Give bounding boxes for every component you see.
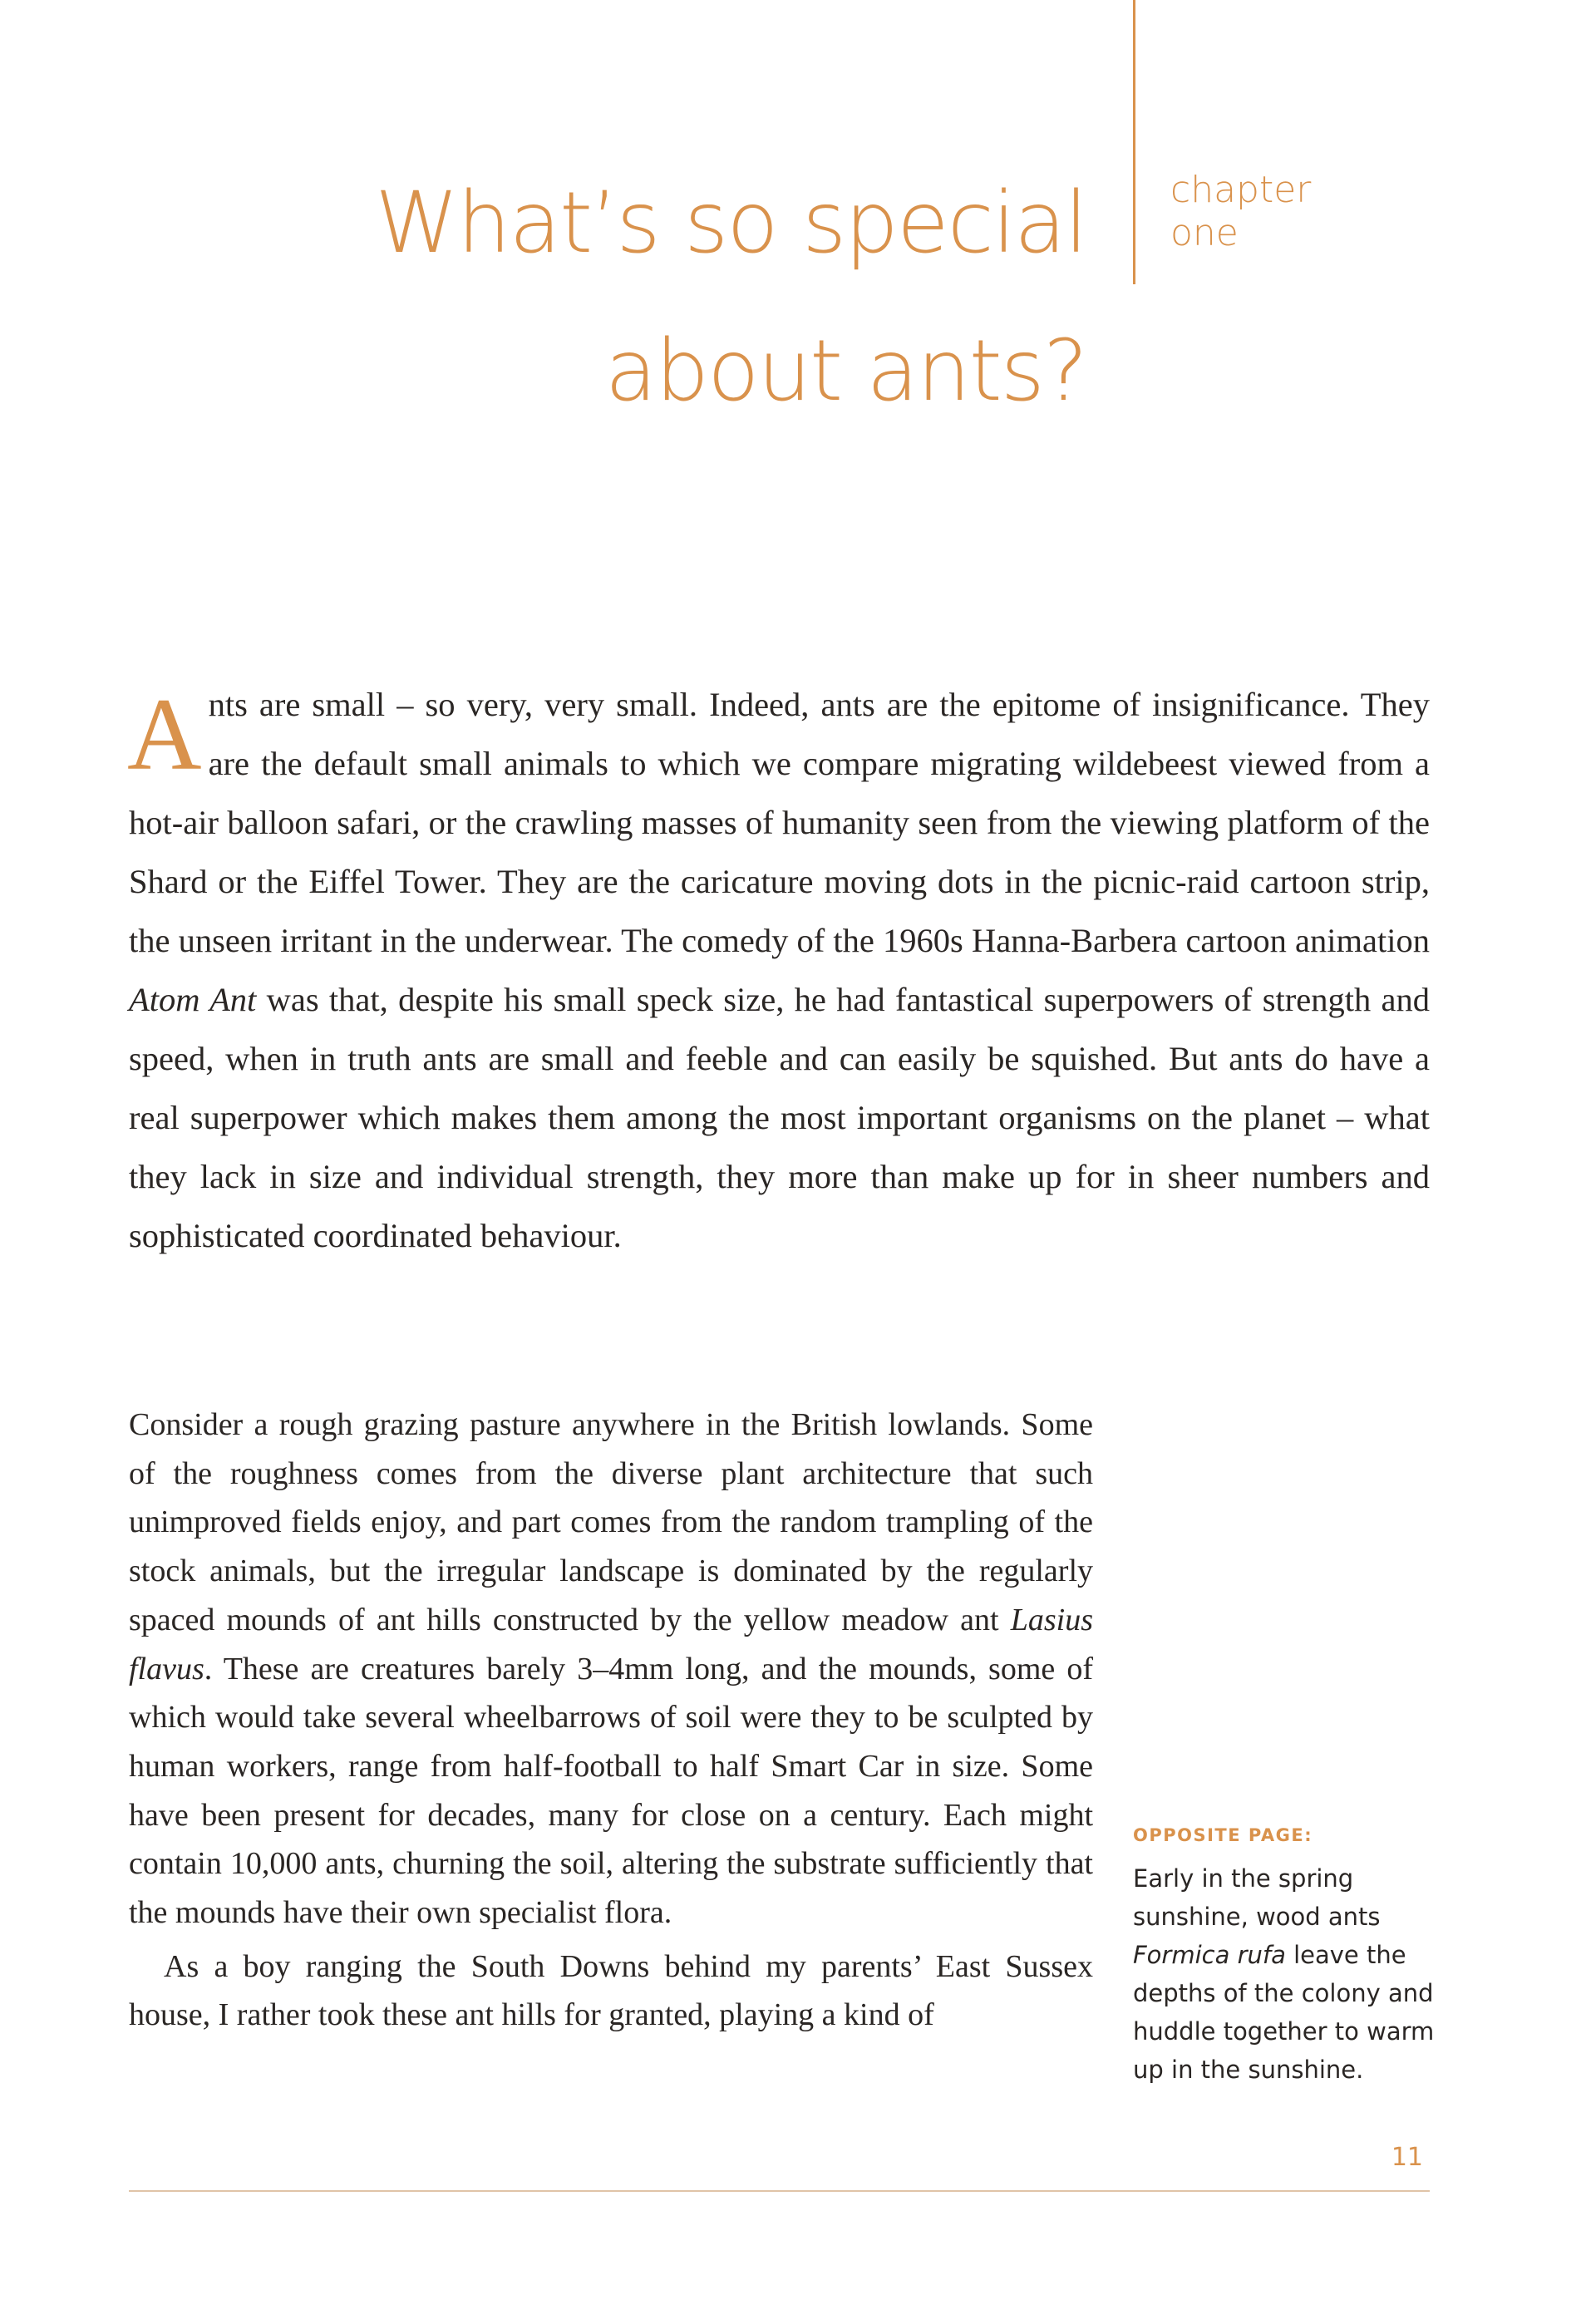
body-column <box>129 1401 1093 2040</box>
chapter-title <box>338 150 1086 446</box>
caption-text <box>1133 1859 1441 2089</box>
chapter-title-line-2: about ants? <box>604 322 1086 421</box>
body-p1-part-1: Consider a rough grazing pasture anywhere in the British lowlands. Some of the roughness comes from the diverse plant architecture that such unimproved fields enjoy, and part comes from the random trampling of the stock animals, but the irregular landscape is dominated by the regularly spaced mounds of ant hills constructed by the yellow meadow ant <box>129 1407 1093 1637</box>
photo-caption <box>1133 1816 1441 2089</box>
body-p1-part-2: . These are creatures barely 3–4mm long, and the mounds, some of which would take several wheelbarrows of soil were they to be sculpted by human workers, range from half-football to half Smart Car in size. Some have been present for decades, many for close on a century. Each might contain 10,000 ants, churning the soil, altering the substrate sufficiently that the mounds have their own specialist flora. <box>129 1651 1093 1931</box>
body-paragraph-2: As a boy ranging the South Downs behind my parents’ East Sussex house, I rather took these ant hills for granted, playing a kind of <box>129 1948 1093 2033</box>
caption-text-part-1: Early in the spring sunshine, wood ants <box>1133 1864 1381 1931</box>
caption-species-name: Formica rufa <box>1133 1941 1286 1969</box>
body-paragraph-1 <box>129 1401 1093 1937</box>
drop-cap: A <box>127 677 202 791</box>
body-p1-species-name: Lasius flavus <box>129 1602 1093 1686</box>
page-number: 11 <box>1391 2143 1423 2172</box>
chapter-label <box>1170 169 1311 255</box>
caption-heading: OPPOSITE PAGE: <box>1133 1825 1313 1845</box>
lead-paragraph <box>129 675 1430 1265</box>
chapter-number-word: one <box>1170 212 1239 254</box>
chapter-title-line-1: What’s so special <box>375 174 1086 273</box>
chapter-label-word: chapter <box>1170 169 1312 211</box>
footer-rule <box>129 2190 1430 2192</box>
caption-text-part-2: leave the depths of the colony and huddle together to warm up in the sunshine. <box>1133 1941 1435 2084</box>
lead-italic-title: Atom Ant <box>129 981 257 1018</box>
lead-text-part-1: nts are small – so very, very small. Indeed, ants are the epitome of insignificance. They are the default small animals to which we compare migrating wildebeest viewed from a hot-air balloon safari, or the crawling masses of humanity seen from the viewing platform of the Shard or the Eiffel Tower. They are the caricature moving dots in the picnic-raid cartoon strip, the unseen irritant in the underwear. The comedy of the 1960s Hanna-Barbera cartoon animation <box>129 686 1430 959</box>
lead-text-part-2: was that, despite his small speck size, he had fantastical superpowers of strength and speed, when in truth ants are small and feeble and can easily be squished. But ants do have a real superpower which makes them among the most important organisms on the planet – what they lack in size and individual strength, they more than make up for in sheer numbers and sophisticated coordinated behaviour. <box>129 981 1430 1254</box>
chapter-divider-rule <box>1133 0 1135 284</box>
